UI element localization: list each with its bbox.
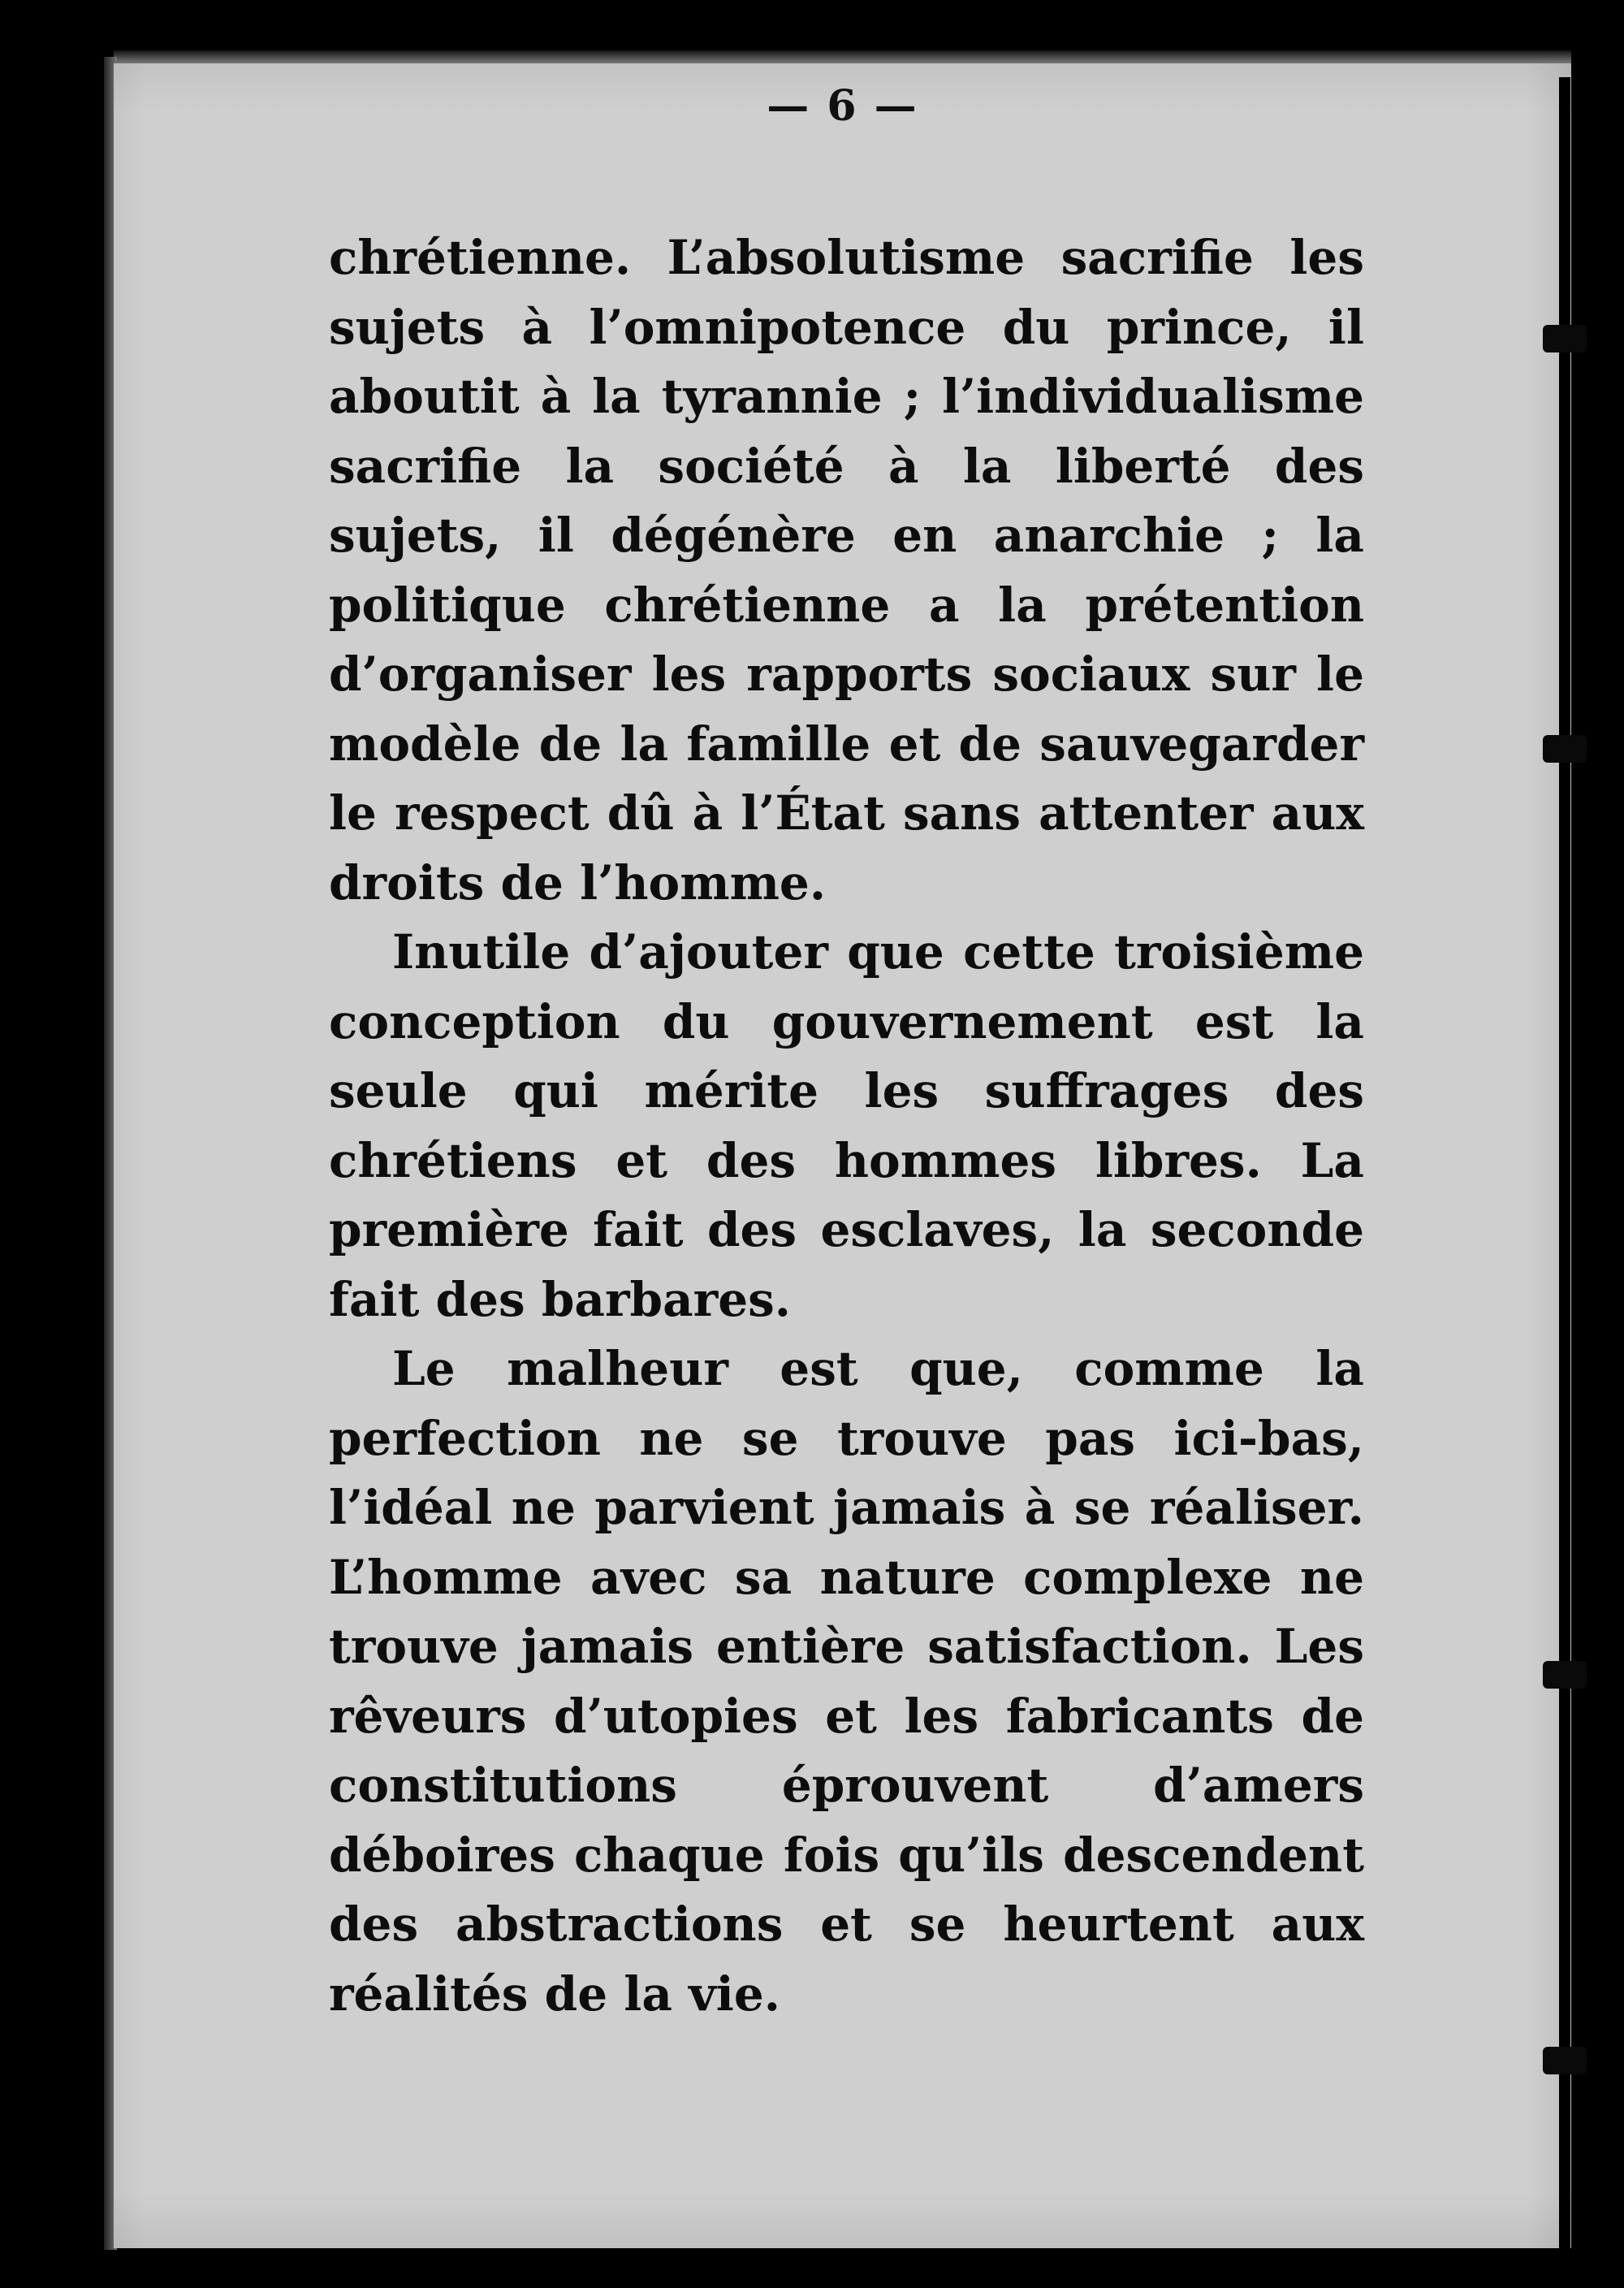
scan-right-border [1571, 49, 1624, 2288]
binding-stitch [1543, 325, 1587, 352]
paragraph: Le malheur est que, comme la perfection ne se trouve pas ici-bas, l’idéal ne parvient jamais à se réaliser. L’homme avec sa nature complexe ne trouve jamais entière satisfaction. Les rêveurs d’utopies et les fabricants de constitutions éprouvent d’amers déboires chaque fois qu’ils descendent des abstractions et se heurtent aux réalités de la vie. [329, 1341, 1364, 2022]
paragraph: Inutile d’ajouter que cette troisième conception du gouvernement est la seule qui mérite les suffrages des chrétiens et des hommes libres. La première fait des esclaves, la seconde fait des barbares. [329, 924, 1364, 1327]
binding-stitch [1543, 2047, 1587, 2074]
page-number: — 6 — [767, 81, 918, 131]
binding-stitch [1543, 1661, 1587, 1689]
paragraph: chrétienne. L’absolutisme sacrifie les sujets à l’omnipotence du prince, il aboutit à la tyrannie ; l’individualisme sacrifie la société à la liberté des sujets, il dégénère en anarchie ; la politique chrétienne a la prétention d’organiser les rapports sociaux sur le modèle de la famille et de sauvegarder le respect dû à l’État sans attenter aux droits de l’homme. [329, 230, 1364, 910]
body-text [329, 223, 1364, 2029]
binding-stitch [1543, 735, 1587, 763]
binding-thread [1559, 77, 1570, 2262]
